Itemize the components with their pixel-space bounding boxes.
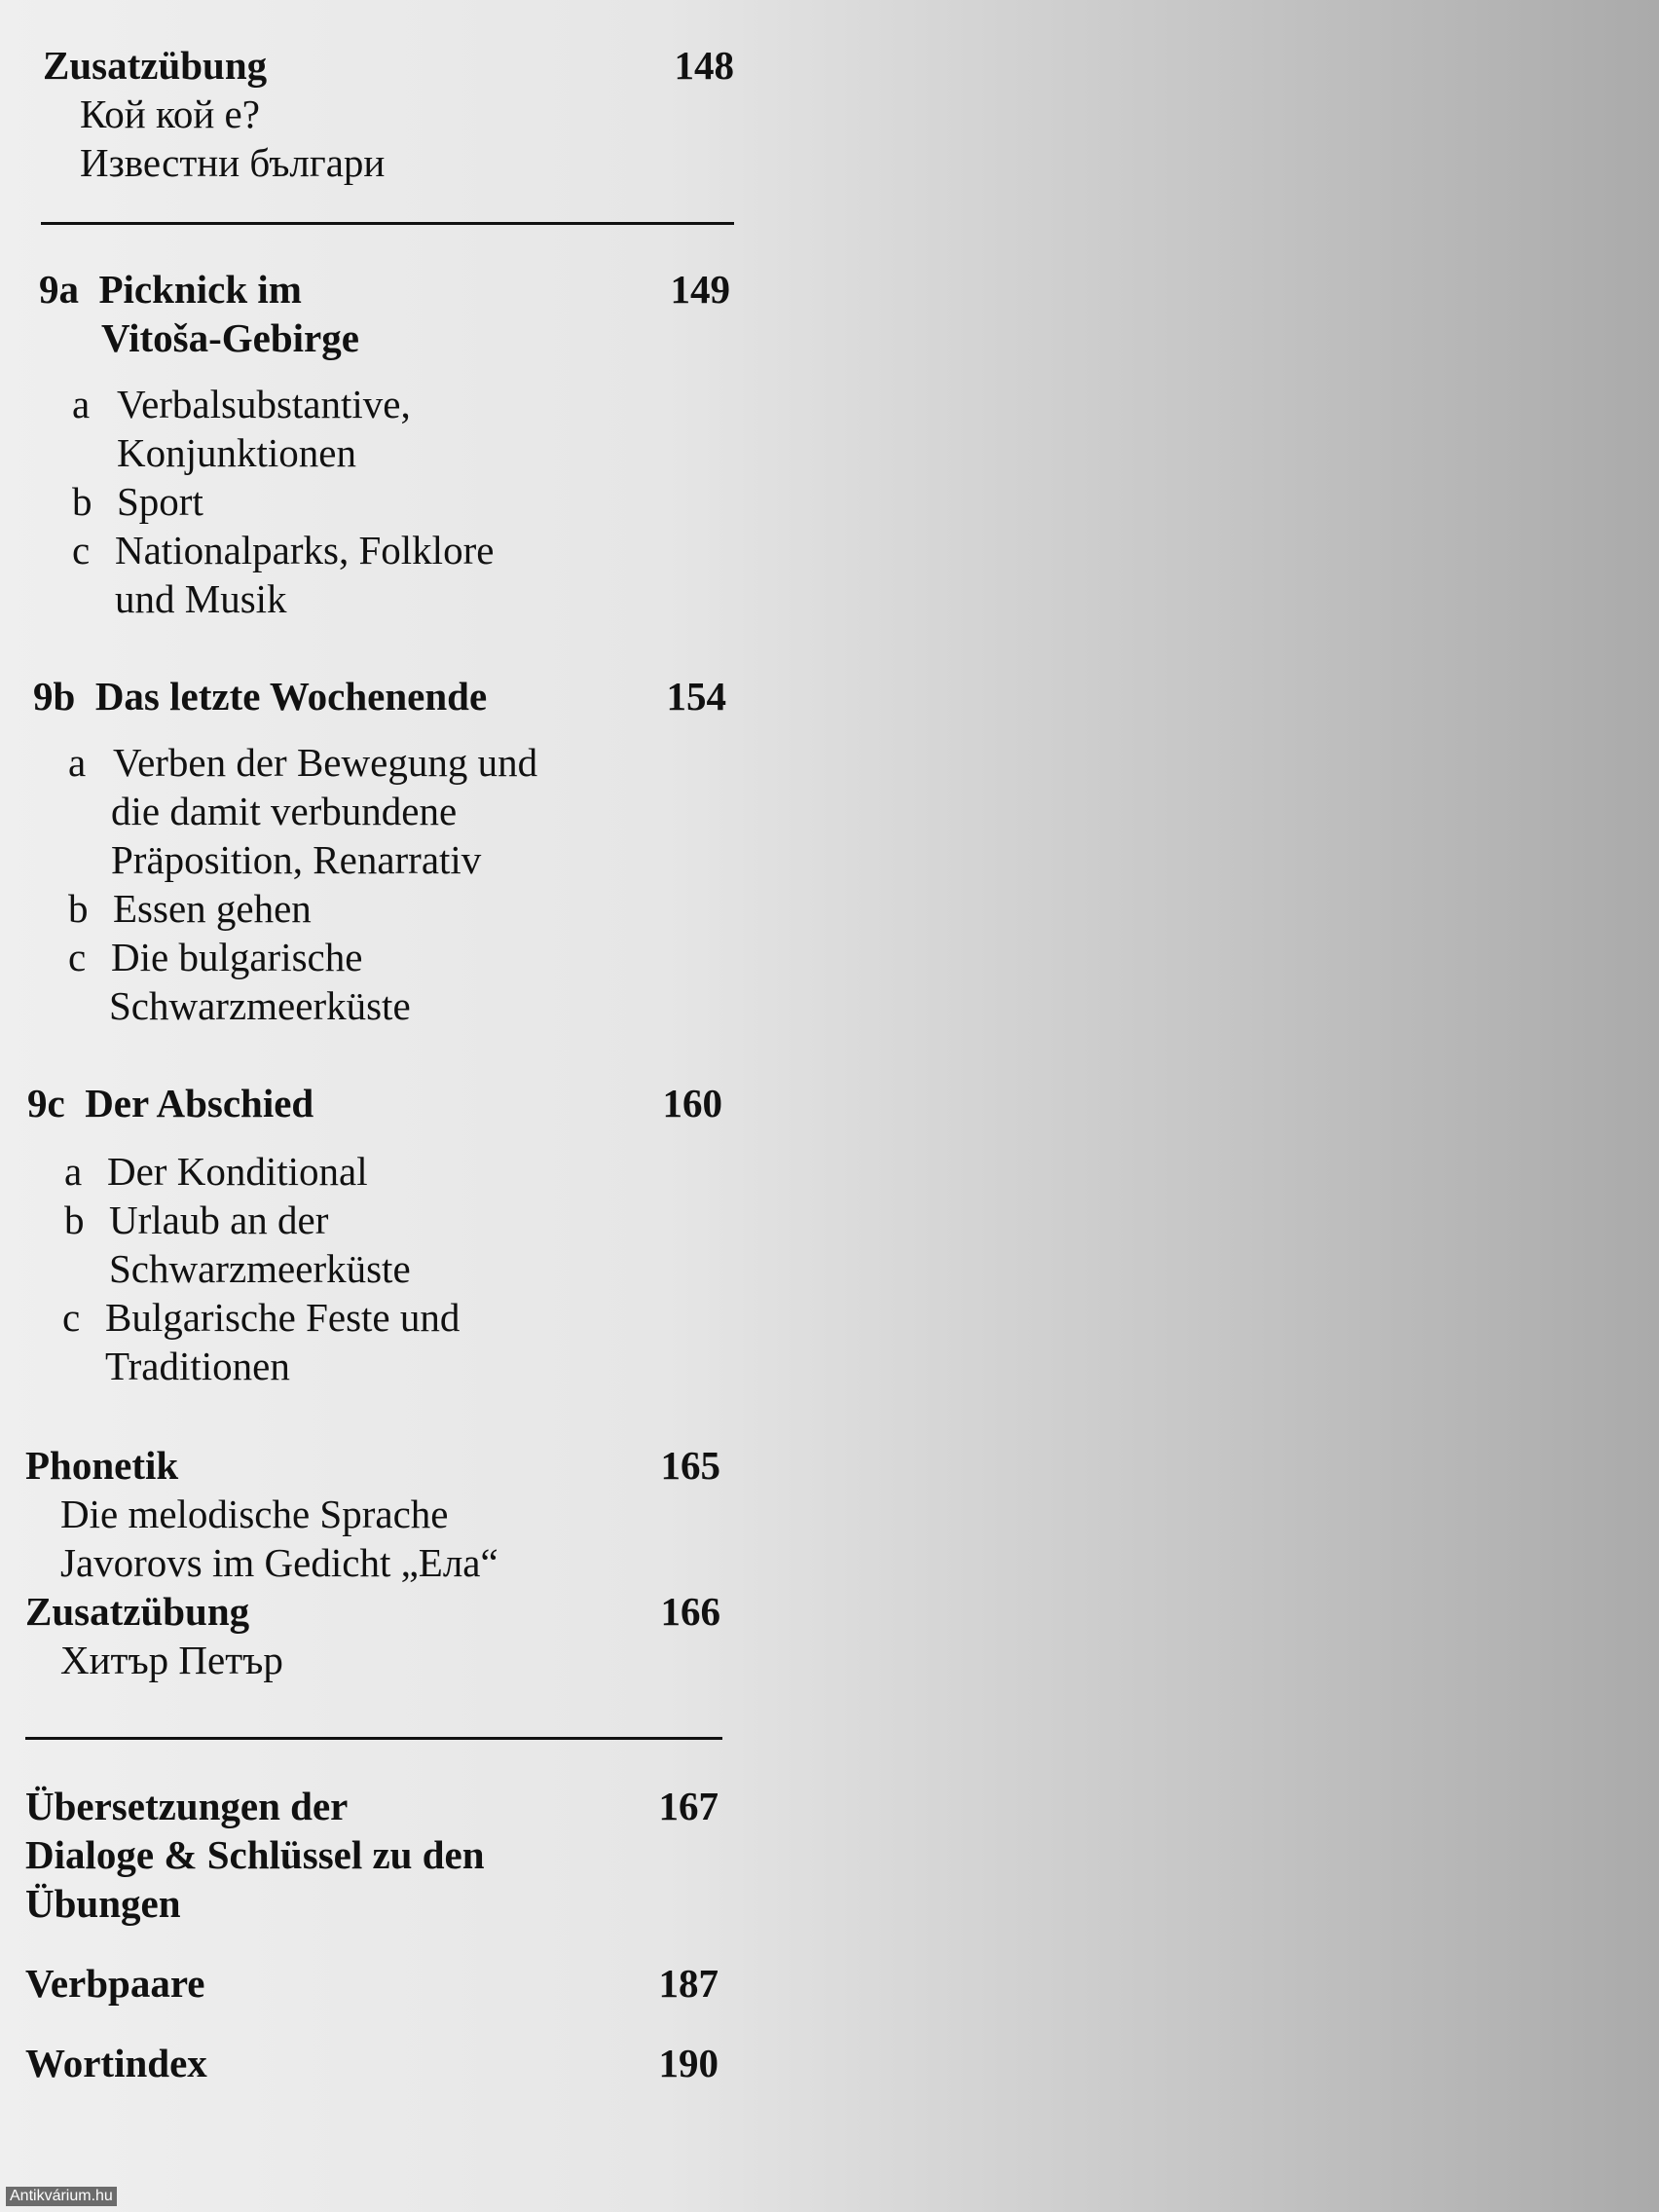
toc-entry-zusatzuebung-1 [43,41,734,90]
entry-title: Phonetik [25,1443,179,1488]
item-letter: a [72,382,91,426]
page-number: 154 [666,674,726,719]
item-line: Essen gehen [113,886,312,931]
entry-title: Das letzte Wochenende [94,674,488,719]
item-line: Verbalsubstantive, [117,382,411,426]
item-line: die damit verbundene [111,789,458,833]
item-letter: c [72,528,91,572]
page-number: 190 [658,2041,719,2085]
item-letter: c [62,1295,81,1340]
page-number: 166 [660,1589,720,1634]
item-line: und Musik [115,576,287,621]
divider-rule [41,222,734,225]
toc-entry-zusatzuebung-2 [25,1587,720,1636]
item-line: Sport [117,479,203,524]
toc-entry-uebersetzungen [25,1782,719,1830]
item-letter: b [64,1198,85,1242]
item-letter: b [68,886,89,931]
entry-title: Zusatzübung [43,43,268,88]
entry-title: Übersetzungen der [25,1784,349,1828]
entry-title: Zusatzübung [25,1589,250,1634]
item-line: Schwarzmeerküste [109,1246,411,1291]
page-number: 160 [662,1081,722,1125]
item-line: Präposition, Renarrativ [111,837,482,882]
item-line: Traditionen [105,1344,290,1388]
page-number: 148 [674,43,734,88]
item-line: Konjunktionen [117,430,356,475]
entry-title: Der Abschied [85,1081,314,1125]
entry-title: Verbpaare [25,1961,205,2006]
entry-title-continued: Dialoge & Schlüssel zu den [25,1832,485,1877]
entry-subline: Известни българи [80,140,386,185]
entry-subline: Die melodische Sprache [60,1492,449,1536]
page-number: 149 [670,267,730,312]
toc-entry-verbpaare [25,1959,719,2008]
toc-entry-9a [39,265,730,313]
item-line: Bulgarische Feste und [105,1295,461,1340]
toc-entry-wortindex [25,2039,719,2087]
entry-subline: Хитър Петър [60,1638,283,1682]
entry-title: Picknick im [98,267,302,312]
item-line: Schwarzmeerküste [109,983,411,1028]
entry-title-continued: Übungen [25,1881,181,1926]
entry-title: Wortindex [25,2041,207,2085]
divider-rule [25,1737,722,1740]
item-line: Der Konditional [107,1149,368,1194]
toc-entry-9b [33,672,726,720]
item-line: Urlaub an der [109,1198,329,1242]
page-number: 165 [660,1443,720,1488]
page-number: 187 [658,1961,719,2006]
item-letter: b [72,479,92,524]
item-letter: a [68,740,87,785]
lesson-number: 9b [33,674,76,719]
item-letter: a [64,1149,83,1194]
toc-entry-9c [27,1079,722,1127]
watermark: Antikvárium.hu [6,2187,117,2206]
item-letter: c [68,935,87,979]
item-line: Nationalparks, Folklore [115,528,495,572]
toc-entry-phonetik [25,1441,720,1490]
lesson-number: 9a [39,267,79,312]
item-line: Die bulgarische [111,935,363,979]
page-number: 167 [658,1784,719,1828]
entry-title-continued: Vitoša-Gebirge [101,315,359,360]
lesson-number: 9c [27,1081,65,1125]
entry-subline: Кой кой е? [80,92,260,136]
item-line: Verben der Bewegung und [113,740,538,785]
entry-subline: Javorovs im Gedicht „Ела“ [60,1540,498,1585]
